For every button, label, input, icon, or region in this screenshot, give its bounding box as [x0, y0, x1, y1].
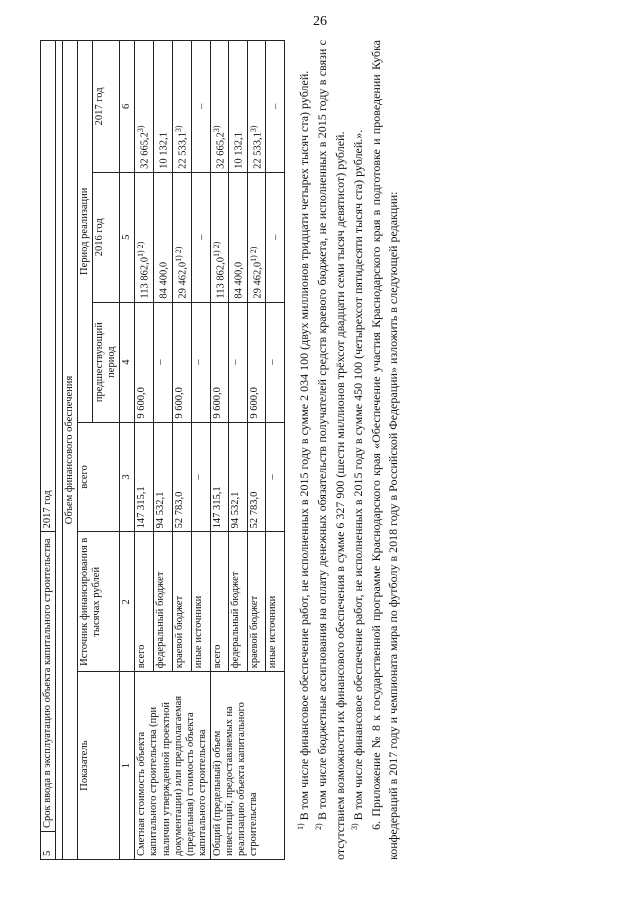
y2016-cell: 113 $862,0^{1) 2)}$: [135, 172, 154, 302]
row5-num: 5: [41, 832, 56, 860]
table-row: [135, 41, 154, 860]
source-cell: краевой бюджет: [247, 532, 266, 672]
prev-cell: 9 600,0: [173, 302, 192, 422]
source-cell: всего: [210, 532, 229, 672]
col-num: 4: [120, 302, 135, 422]
y2016-cell: –: [266, 172, 285, 302]
col-num: 1: [120, 672, 135, 860]
total-cell: 147 315,1: [210, 422, 229, 532]
y2016-cell: 84 400,0: [229, 172, 248, 302]
prev-cell: –: [154, 302, 173, 422]
y2017-cell: 22 533,1$^{3)}$: [173, 41, 192, 173]
total-cell: 94 532,1: [154, 422, 173, 532]
y2017-cell: 32 665,2$^{3)}$: [135, 41, 154, 173]
source-cell: всего: [135, 532, 154, 672]
y2017-cell: 10 132,1: [229, 41, 248, 173]
footnote: $^{1)}$ В том числе финансовое обеспечение работ, не исполненных в 2015 году в сумме 2 034 100 (двух миллионов тридцати четырех тысяч ста) рублей.: [296, 70, 311, 830]
group2-label: Общий (предельный) объем инвестиций, предоставляемых на реализацию объекта капитального строительства: [210, 672, 284, 860]
table-row: [41, 41, 56, 860]
body-paragraph: 6. Приложение № 8 к государственной программе Краснодарского края «Обеспечение участия Краснодарского края в подготовке и проведении Кубка конфедераций в 2017 году и чемпионата мира по футболу в 2018 году в Российской Федерации» изложить в следующей редакции:: [368, 40, 400, 860]
financing-table: [40, 40, 285, 860]
y2016-cell: 84 400,0: [154, 172, 173, 302]
source-cell: федеральный бюджет: [229, 532, 248, 672]
col-num: 6: [120, 41, 135, 173]
source-cell: краевой бюджет: [173, 532, 192, 672]
source-cell: иные источники: [266, 532, 285, 672]
total-cell: 52 783,0: [173, 422, 192, 532]
footnote: $^{2)}$ В том числе бюджетные ассигнования на оплату денежных обязательств получателей средств краевого бюджета, не исполненных в 2015 году в связи с отсутствием возможности их финансового обеспечения в сумме 6 327 900 (шести миллионов трёхсот двадцати семи тысяч девятисот) рублей.: [314, 40, 347, 860]
y2016-cell: –: [191, 172, 210, 302]
footnote: $^{3)}$ В том числе финансовое обеспечение работ, не исполненных в 2015 году в сумме 450 100 (четырехсот пятидесяти тысяч ста) рублей.».: [350, 129, 366, 830]
y2017-cell: 10 132,1: [154, 41, 173, 173]
col-num: 5: [120, 172, 135, 302]
prev-cell: 9 600,0: [135, 302, 154, 422]
volume-header: Объем финансового обеспечения: [63, 41, 78, 860]
total-cell: 94 532,1: [229, 422, 248, 532]
y2016-cell: 113 $862,0^{1) 2)}$: [210, 172, 229, 302]
year-2016-header: 2016 год: [93, 172, 120, 302]
total-cell: 147 315,1: [135, 422, 154, 532]
total-header: всего: [78, 422, 120, 532]
source-cell: федеральный бюджет: [154, 532, 173, 672]
period-header: Период реализации: [78, 41, 93, 423]
column-numbers-row: [120, 41, 135, 860]
y2016-cell: 29 $462,0^{1) 2)}$: [247, 172, 266, 302]
col-num: 3: [120, 422, 135, 532]
y2017-cell: –: [266, 41, 285, 173]
indicator-header: Показатель: [78, 672, 120, 860]
total-cell: –: [191, 422, 210, 532]
year-2017-header: 2017 год: [93, 41, 120, 173]
prev-cell: 9 600,0: [210, 302, 229, 422]
prev-period-header: предшествующий период: [93, 302, 120, 422]
page-number: 26: [313, 14, 327, 29]
table-row: [78, 41, 93, 860]
rotated-content: [40, 40, 600, 860]
y2017-cell: 22 533,1$^{3)}$: [247, 41, 266, 173]
y2017-cell: 32 665,2$^{3)}$: [210, 41, 229, 173]
total-cell: 52 783,0: [247, 422, 266, 532]
prev-cell: –: [229, 302, 248, 422]
y2017-cell: –: [191, 41, 210, 173]
table-row: [210, 41, 229, 860]
source-cell: иные источники: [191, 532, 210, 672]
y2016-cell: 29 $462,0^{1) 2)}$: [173, 172, 192, 302]
prev-cell: 9 600,0: [247, 302, 266, 422]
group1-label: Сметная стоимость объекта капитального строительства (при наличии утвержденной проектной документации) или предполагаемая (предельная) стоимость объекта капитального строительства: [135, 672, 210, 860]
source-header: Источник финансирования в тысячах рублей: [78, 532, 120, 672]
col-num: 2: [120, 532, 135, 672]
row5-label: Срок ввода в эксплуатацию объекта капитального строительства: [41, 532, 56, 832]
row5-value: 2017 год: [41, 41, 56, 532]
table-row: [63, 41, 78, 860]
prev-cell: –: [191, 302, 210, 422]
total-cell: –: [266, 422, 285, 532]
prev-cell: –: [266, 302, 285, 422]
footnotes: [295, 40, 402, 860]
